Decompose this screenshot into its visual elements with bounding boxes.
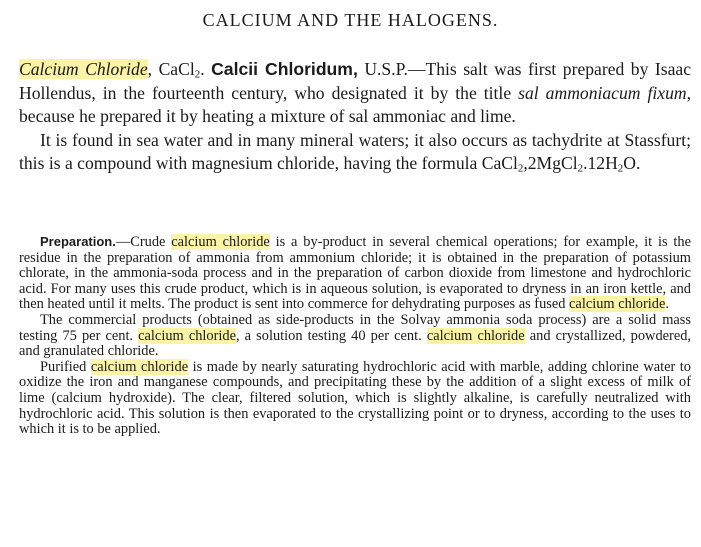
preparation-paragraph: Preparation.—Crude calcium chloride is a by-product in several chemical operations; for example, it is the residue in the preparation of ammonia from ammonium chloride; it is obtained in the preparation of potassium chlorate, in the ammonia-soda process and in the preparation of carbon dioxide from limestone and hydrochloric acid. For many uses this crude product, which is in aqueous solution, is evaporated to dryness in an iron kettle, and then heated until it melts. The product is sent into commerce for dehydrating purposes as fused calcium chloride. <box>19 234 691 313</box>
highlight-calcium-chloride[interactable]: calcium chloride <box>138 327 236 344</box>
occurrence-paragraph: It is found in sea water and in many mineral waters; it also occurs as tachydrite at Stassfurt; this is a compound with magnesium chloride, having the formula $CaCl_2,2MgCl_2.12H_2O$. <box>19 129 691 176</box>
commercial-paragraph: The commercial products (obtained as side-products in the Solvay ammonia soda process) are a solid mass testing 75 per cent. calcium chloride, a solution testing 40 per cent. calcium chloride and crystallized, powdered, and granulated chloride. <box>19 311 691 360</box>
formula-tachydrite: $CaCl_2,2MgCl_2.12H_2O$. <box>481 153 641 176</box>
intro-section <box>19 58 691 176</box>
highlight-calcium-chloride-title[interactable]: Calcium Chloride <box>19 59 148 79</box>
intro-paragraph: Calcium Chloride, CaCl$_2$. Calcii Chloridum, U.S.P.—This salt was first prepared by Isaac Hollendus, in the fourteenth century, who designated it by the title sal ammoniacum fixum, because he prepared it by heating a mixture of sal ammoniac and lime. <box>19 59 692 127</box>
highlight-calcium-chloride[interactable]: calcium chloride <box>569 296 666 313</box>
preparation-heading: Preparation. <box>40 234 116 249</box>
highlight-calcium-chloride[interactable]: calcium chloride <box>90 358 189 375</box>
purified-paragraph: Purified calcium chloride is made by nearly saturating hydrochloric acid with marble, adding chlorine water to oxidize the iron and manganese compounds, and precipitating these by the addition of a slight excess of milk of lime (calcium hydroxide). The clear, filtered solution, which is slightly alkaline, is carefully neutralized with hydrochloric acid. This solution is then evaporated to the crystallizing point or to dryness, according to the uses to which it is to be applied. <box>19 358 691 438</box>
latin-name: Calcii Chloridum, <box>211 59 358 79</box>
latin-title: sal ammoniacum fixum <box>518 82 687 103</box>
page-title: CALCIUM AND THE HALOGENS. <box>202 10 499 30</box>
highlight-calcium-chloride[interactable]: calcium chloride <box>171 234 270 250</box>
highlight-calcium-chloride[interactable]: calcium chloride <box>426 327 525 344</box>
preparation-section <box>19 234 691 438</box>
formula-cacl2: CaCl$_2$ <box>158 59 201 81</box>
